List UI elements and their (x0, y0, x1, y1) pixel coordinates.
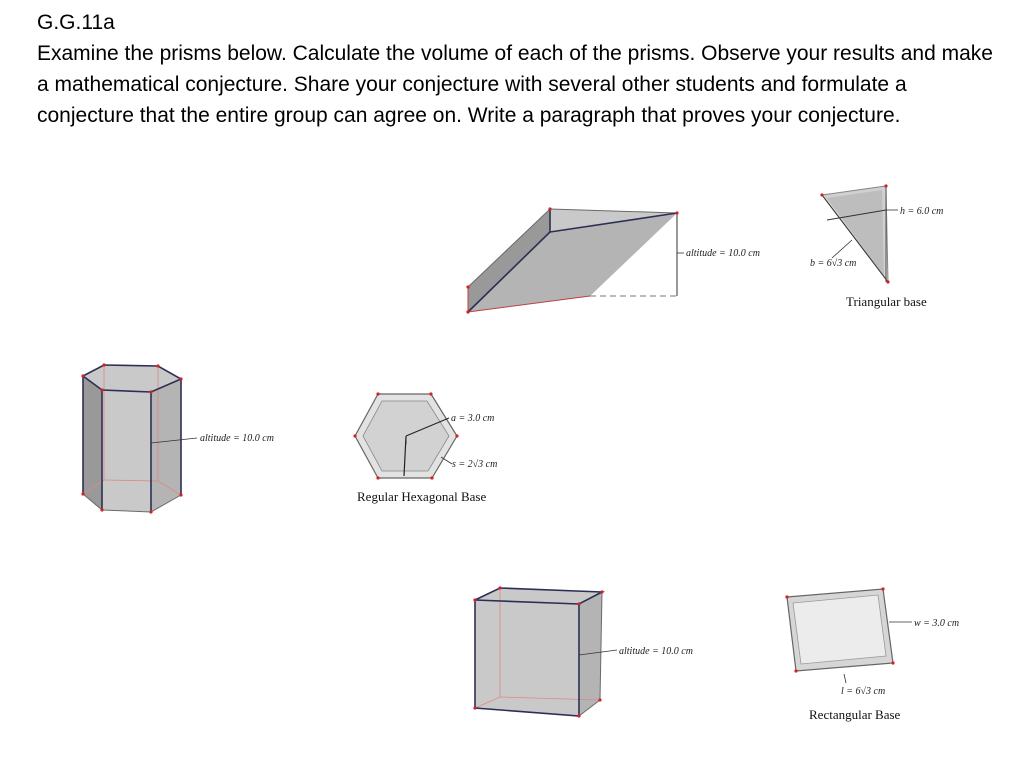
rectangular-base-caption: Rectangular Base (809, 707, 901, 722)
hex-altitude-label: altitude = 10.0 cm (200, 433, 274, 444)
base-leader (832, 240, 852, 258)
oblique-triangular-prism (466, 207, 760, 313)
oblique-altitude-label: altitude = 10.0 cm (686, 248, 760, 259)
hexagon-apothem-label: a = 3.0 cm (451, 413, 495, 424)
rect-prism-right (579, 592, 602, 716)
hexagonal-prism (81, 363, 274, 513)
rect-altitude-label: altitude = 10.0 cm (619, 646, 693, 657)
hex-prism-front-face (102, 390, 151, 512)
rectangular-prism (473, 586, 693, 717)
triangular-base-caption: Triangular base (846, 294, 927, 309)
triangle-height-label: h = 6.0 cm (900, 206, 944, 217)
triangular-base-figure (810, 184, 943, 309)
hexagonal-base-caption: Regular Hexagonal Base (357, 489, 487, 504)
problem-code: G.G.11a (37, 11, 115, 34)
problem-prompt: Examine the prisms below. Calculate the volume of each of the prisms. Observe your results and make a mathematical conjecture. Share your conjecture with several other students and formulate a conjecture that the entire group can agree on. Write a paragraph that proves your conjecture. (37, 42, 993, 127)
triangle-base-label: b = 6√3 cm (810, 258, 857, 269)
rectangle-length-label: l = 6√3 cm (841, 686, 886, 697)
rectangular-base-figure (785, 587, 959, 722)
hexagonal-base-figure (353, 392, 497, 504)
length-leader (844, 674, 846, 683)
rectangle-width-label: w = 3.0 cm (914, 618, 960, 629)
hexagon-side-label: s = 2√3 cm (452, 459, 498, 470)
hex-prism-left-face (83, 376, 102, 510)
rectangle-inner (793, 595, 886, 664)
